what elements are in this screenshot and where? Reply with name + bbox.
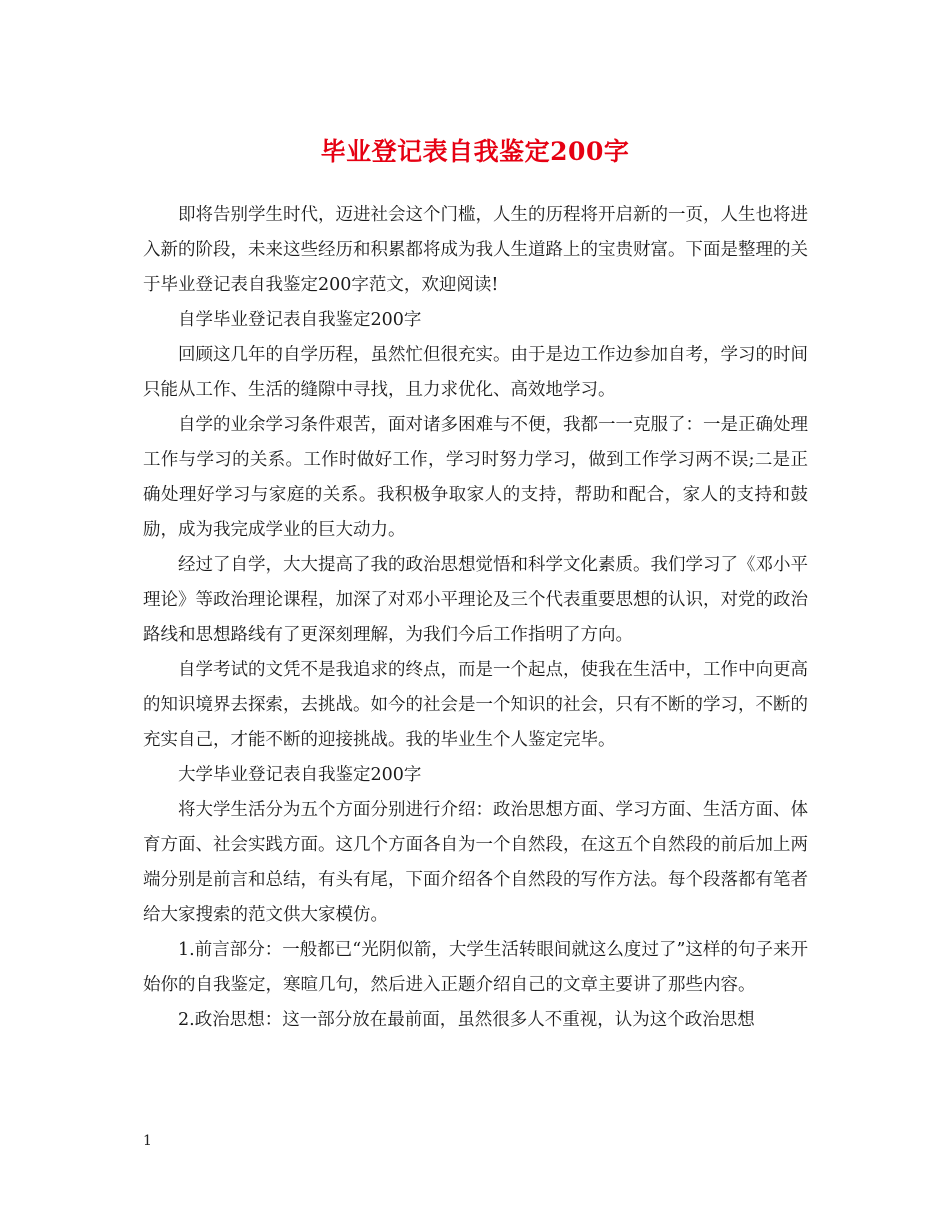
paragraph: 自学的业余学习条件艰苦，面对诸多困难与不便，我都一一克服了：一是正确处理工作与学习的关系。工作时做好工作，学习时努力学习，做到工作学习两不误;二是正确处理好学习与家庭的关系。我积极争取家人的支持，帮助和配合，家人的支持和鼓励，成为我完成学业的巨大动力。 (143, 415, 808, 540)
document-body (143, 198, 808, 1038)
paragraph: 自学考试的文凭不是我追求的终点，而是一个起点，使我在生活中，工作中向更高的知识境界去探索，去挑战。如今的社会是一个知识的社会，只有不断的学习，不断的充实自己，才能不断的迎接挑战。我的毕业生个人鉴定完毕。 (143, 660, 808, 750)
paragraph-intro: 即将告别学生时代，迈进社会这个门槛，人生的历程将开启新的一页，人生也将进入新的阶段，未来这些经历和积累都将成为我人生道路上的宝贵财富。下面是整理的关于毕业登记表自我鉴定200字范文，欢迎阅读! (143, 205, 808, 295)
paragraph: 经过了自学，大大提高了我的政治思想觉悟和科学文化素质。我们学习了《邓小平理论》等政治理论课程，加深了对邓小平理论及三个代表重要思想的认识，对党的政治路线和思想路线有了更深刻理解，为我们今后工作指明了方向。 (143, 555, 808, 645)
section-heading-university: 大学毕业登记表自我鉴定200字 (178, 765, 422, 785)
paragraph: 将大学生活分为五个方面分别进行介绍：政治思想方面、学习方面、生活方面、体育方面、社会实践方面。这几个方面各自为一个自然段，在这五个自然段的前后加上两端分别是前言和总结，有头有尾，下面介绍各个自然段的写作方法。每个段落都有笔者给大家搜索的范文供大家模仿。 (143, 800, 808, 925)
paragraph: 1.前言部分：一般都已“光阴似箭，大学生活转眼间就这么度过了”这样的句子来开始你的自我鉴定，寒暄几句，然后进入正题介绍自己的文章主要讲了那些内容。 (143, 940, 808, 995)
paragraph: 2.政治思想：这一部分放在最前面，虽然很多人不重视，认为这个政治思想 (178, 1010, 755, 1030)
paragraph: 回顾这几年的自学历程，虽然忙但很充实。由于是边工作边参加自考，学习的时间只能从工作、生活的缝隙中寻找，且力求优化、高效地学习。 (143, 345, 808, 400)
document-title: 毕业登记表自我鉴定200字 (320, 137, 630, 166)
page-number: 1 (143, 1133, 152, 1149)
section-heading-self-study: 自学毕业登记表自我鉴定200字 (178, 310, 422, 330)
